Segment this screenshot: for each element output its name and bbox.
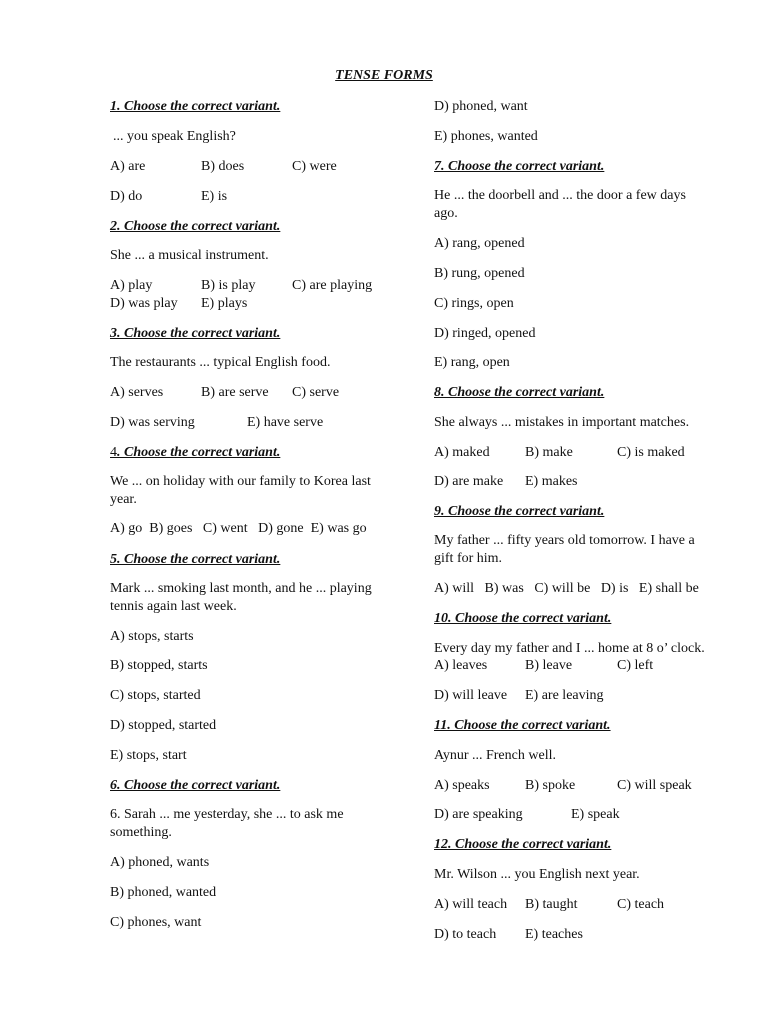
question-12-option-c: C) teach: [617, 897, 665, 912]
question-10-option-e: E) are leaving: [525, 688, 604, 703]
question-8-option-c: C) is maked: [617, 445, 685, 460]
question-1-heading: 1. Choose the correct variant.: [110, 99, 281, 114]
question-4-text-line-1: We ... on holiday with our family to Korea last: [110, 474, 371, 489]
question-10-option-d: D) will leave: [434, 688, 508, 703]
question-6-option-c: C) phones, want: [110, 915, 202, 930]
question-1-option-b: B) does: [201, 159, 245, 174]
question-11-option-a: A) speaks: [434, 778, 490, 793]
question-11-heading: 11. Choose the correct variant.: [434, 718, 611, 733]
question-4-options: A) go B) goes C) went D) gone E) was go: [110, 521, 367, 536]
question-3-option-e: E) have serve: [247, 415, 324, 430]
question-2-text: She ... a musical instrument.: [110, 248, 269, 263]
question-4-text-line-2: year.: [110, 492, 137, 507]
question-1-option-a: A) are: [110, 159, 146, 174]
question-1-text: ... you speak English?: [113, 129, 236, 144]
question-8-option-d: D) are make: [434, 474, 504, 489]
question-7-option-c: C) rings, open: [434, 296, 514, 311]
question-12-heading: 12. Choose the correct variant.: [434, 837, 612, 852]
question-3-heading: 3. Choose the correct variant.: [110, 326, 281, 341]
question-3-option-b: B) are serve: [201, 385, 269, 400]
question-11-option-b: B) spoke: [525, 778, 576, 793]
question-7-text-line-2: ago.: [434, 206, 458, 221]
question-6-option-b: B) phoned, wanted: [110, 885, 217, 900]
question-8-option-a: A) maked: [434, 445, 490, 460]
page-title: TENSE FORMS: [335, 68, 433, 83]
question-10-option-b: B) leave: [525, 658, 573, 673]
question-8-option-b: B) make: [525, 445, 573, 460]
question-9-text-line-2: gift for him.: [434, 551, 503, 566]
question-1-option-c: C) were: [292, 159, 337, 174]
question-12-text: Mr. Wilson ... you English next year.: [434, 867, 640, 882]
question-9-heading: 9. Choose the correct variant.: [434, 504, 605, 519]
question-7-heading: 7. Choose the correct variant.: [434, 159, 605, 174]
question-11-option-e: E) speak: [571, 807, 620, 822]
question-6-option-d: D) phoned, want: [434, 99, 528, 114]
question-1-option-d: D) do: [110, 189, 143, 204]
question-6-option-e: E) phones, wanted: [434, 129, 538, 144]
question-3-option-a: A) serves: [110, 385, 164, 400]
question-5-option-a: A) stops, starts: [110, 629, 194, 644]
question-5-option-e: E) stops, start: [110, 748, 187, 763]
question-10-option-c: C) left: [617, 658, 654, 673]
question-11-text: Aynur ... French well.: [434, 748, 556, 763]
question-7-option-a: A) rang, opened: [434, 236, 525, 251]
question-5-option-c: C) stops, started: [110, 688, 201, 703]
question-2-option-d: D) was play: [110, 296, 178, 311]
question-3-option-c: C) serve: [292, 385, 340, 400]
question-9-text-line-1: My father ... fifty years old tomorrow. I have a: [434, 533, 695, 548]
question-2-option-a: A) play: [110, 278, 153, 293]
question-3-text: The restaurants ... typical English food.: [110, 355, 331, 370]
question-5-option-d: D) stopped, started: [110, 718, 217, 733]
question-8-option-e: E) makes: [525, 474, 578, 489]
question-6-text-line-2: something.: [110, 825, 172, 840]
question-4-heading-text: . Choose the correct variant.: [117, 445, 281, 460]
question-7-option-d: D) ringed, opened: [434, 326, 536, 341]
question-2-heading: 2. Choose the correct variant.: [110, 219, 281, 234]
question-2-option-c: C) are playing: [292, 278, 373, 293]
question-7-option-e: E) rang, open: [434, 355, 510, 370]
question-5-text-line-1: Mark ... smoking last month, and he ... playing: [110, 581, 372, 596]
question-12-option-b: B) taught: [525, 897, 578, 912]
question-6-option-a: A) phoned, wants: [110, 855, 210, 870]
question-12-option-e: E) teaches: [525, 927, 583, 942]
question-10-heading: 10. Choose the correct variant.: [434, 611, 612, 626]
question-11-option-c: C) will speak: [617, 778, 692, 793]
question-10-text: Every day my father and I ... home at 8 o’ clock.: [434, 641, 705, 656]
question-3-option-d: D) was serving: [110, 415, 195, 430]
question-2-option-e: E) plays: [201, 296, 248, 311]
question-2-option-b: B) is play: [201, 278, 256, 293]
question-8-heading: 8. Choose the correct variant.: [434, 385, 605, 400]
question-12-option-d: D) to teach: [434, 927, 497, 942]
question-5-heading: 5. Choose the correct variant.: [110, 552, 281, 567]
question-5-option-b: B) stopped, starts: [110, 658, 208, 673]
question-5-text-line-2: tennis again last week.: [110, 599, 237, 614]
question-7-text-line-1: He ... the doorbell and ... the door a few days: [434, 188, 686, 203]
question-6-text-line-1: 6. Sarah ... me yesterday, she ... to ask me: [110, 807, 344, 822]
question-10-option-a: A) leaves: [434, 658, 488, 673]
question-12-option-a: A) will teach: [434, 897, 508, 912]
question-7-option-b: B) rung, opened: [434, 266, 525, 281]
question-6-heading: 6. Choose the correct variant.: [110, 778, 281, 793]
question-4-number: 4: [110, 445, 117, 460]
question-9-options: A) will B) was C) will be D) is E) shall be: [434, 581, 699, 596]
question-8-text: She always ... mistakes in important matches.: [434, 415, 690, 430]
question-1-option-e: E) is: [201, 189, 228, 204]
question-4-heading: [110, 444, 280, 461]
question-11-option-d: D) are speaking: [434, 807, 523, 822]
